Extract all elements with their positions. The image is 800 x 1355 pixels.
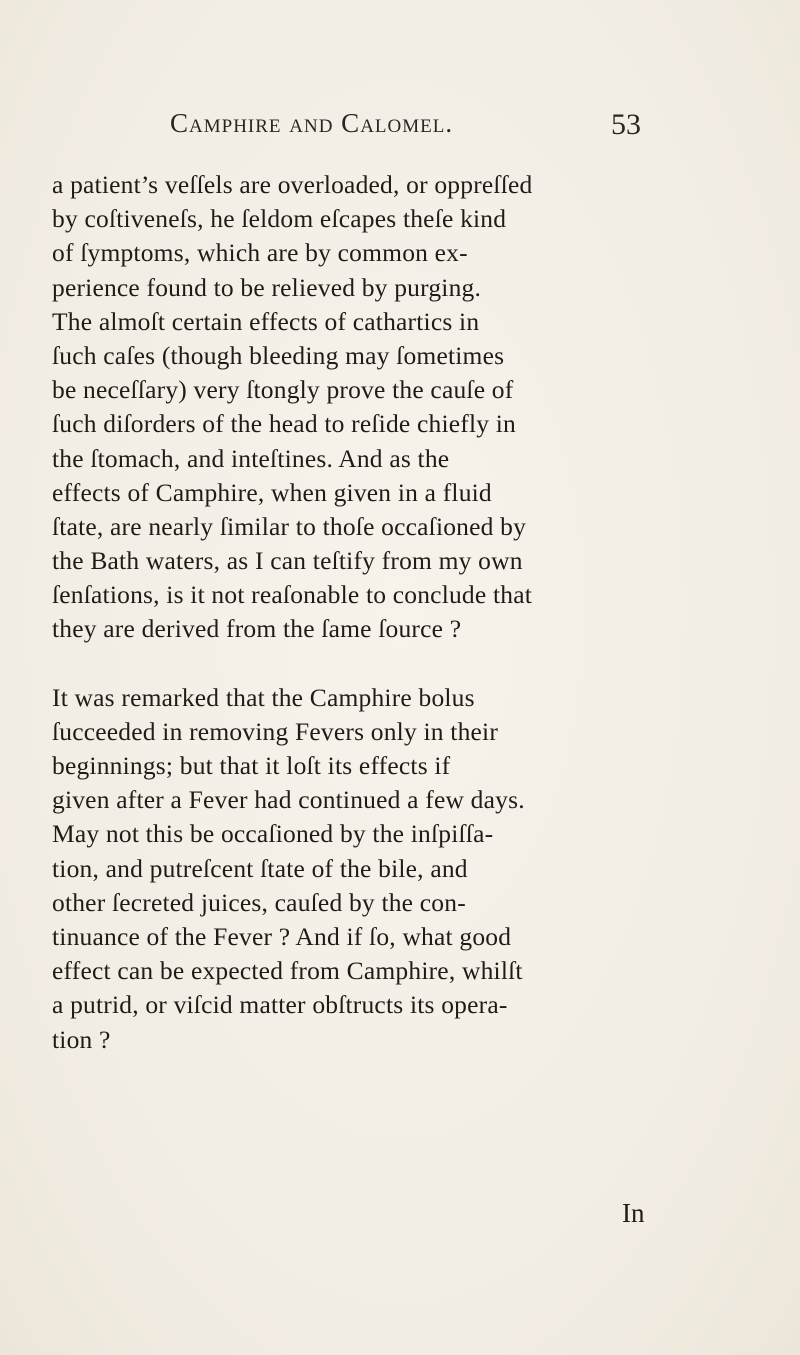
text-line: tinuance of the Fever ? And if ſo, what good — [52, 921, 512, 951]
text-line: of ſymptoms, which are by common ex- — [52, 238, 468, 268]
text-line: the ſtomach, and inteſtines. And as the — [52, 443, 450, 473]
catchword: In — [622, 1198, 645, 1228]
text-line: ſucceeded in removing Fevers only in their — [52, 716, 499, 746]
paragraph — [52, 168, 672, 647]
text-line: May not this be occaſioned by the inſpiſſa- — [52, 819, 494, 849]
text-line: effects of Camphire, when given in a fluid — [52, 477, 492, 507]
text-line: a patient’s veſſels are overloaded, or oppreſſed — [52, 170, 533, 199]
body-text — [52, 168, 672, 1057]
text-line: given after a Fever had continued a few days. — [52, 785, 525, 815]
text-line: the Bath waters, as I can teſtify from my own — [52, 546, 523, 576]
text-line: perience found to be relieved by purging. — [52, 272, 482, 302]
paragraph — [52, 681, 672, 1057]
text-line: ſuch diſorders of the head to reſide chiefly in — [52, 409, 516, 439]
text-line: tion ? — [52, 1024, 111, 1054]
text-line: ſtate, are nearly ſimilar to thoſe occaſioned by — [52, 511, 527, 541]
page-number: 53 — [611, 108, 641, 141]
text-line: The almoſt certain effects of cathartics in — [52, 306, 480, 336]
text-line: they are derived from the ſame ſource ? — [52, 614, 462, 644]
text-line: other ſecreted juices, cauſed by the con- — [52, 887, 466, 917]
text-line: ſuch caſes (though bleeding may ſometimes — [52, 340, 505, 370]
text-line: ſenſations, is it not reaſonable to conclude that — [52, 580, 533, 610]
text-line: It was remarked that the Camphire bolus — [52, 682, 475, 712]
text-line: tion, and putreſcent ſtate of the bile, and — [52, 853, 468, 883]
text-line: be neceſſary) very ſtongly prove the cauſe of — [52, 375, 514, 405]
text-line: beginnings; but that it loſt its effects if — [52, 751, 451, 780]
paragraph-spacer — [52, 647, 672, 681]
running-header: Camphire and Calomel. — [170, 108, 454, 138]
text-line: by coſtiveneſs, he ſeldom eſcapes theſe kind — [52, 204, 507, 234]
text-line: effect can be expected from Camphire, whilſt — [52, 956, 523, 986]
text-line: a putrid, or viſcid matter obſtructs its opera- — [52, 990, 508, 1020]
